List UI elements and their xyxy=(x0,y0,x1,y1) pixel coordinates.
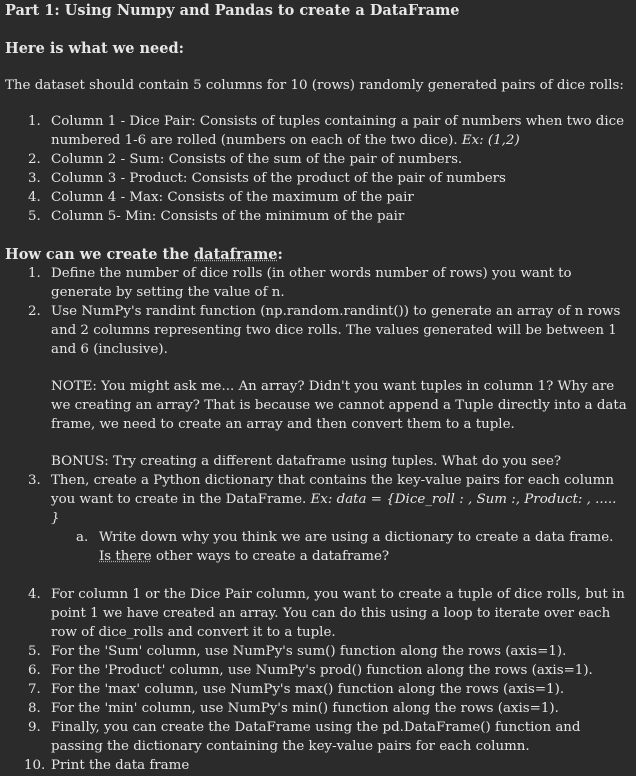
how-heading: How can we create the dataframe: xyxy=(5,246,283,263)
list-item: 2. Use NumPy's randint function (np.random.randint()) to generate an array of n rows and 2 columns representing two dice rolls. The values generated will be between 1 and 6 (inclusive). NOTE: You might ask me... An array? Didn't you want tuples in column 1? Why are we creating an array? That is because we cannot append a Tuple directly into a data frame, we need to create an array and then convert them to a tuple. BONUS: Try creating a different dataframe using tuples. What do you see? xyxy=(28,304,627,469)
list-item: 9. Finally, you can create the DataFrame using the pd.DataFrame() function and passing the dictionary containing the key-value pairs for each column. xyxy=(28,720,581,754)
list-item: 4. For column 1 or the Dice Pair column, you want to create a tuple of dice rolls, but in point 1 we have created an array. You can do this using a loop to iterate over each row of dice_rolls and convert it to a tuple. xyxy=(28,587,625,640)
list-item: 3. Column 3 - Product: Consists of the product of the pair of numbers xyxy=(28,171,506,186)
list-item: 6. For the 'Product' column, use NumPy's prod() function along the rows (axis=1). xyxy=(28,663,593,678)
list-item: 7. For the 'max' column, use NumPy's max() function along the rows (axis=1). xyxy=(28,682,565,697)
list-item: 3. Then, create a Python dictionary that contains the key-value pairs for each column you want to create in the DataFrame. Ex: data = {Dice_roll : , Sum :, Product: , ..... } a. Write down why you think we are using a dictionary to create a data frame. Is there other ways to create a dataframe? xyxy=(51,471,628,566)
note-text: NOTE: You might ask me... An array? Didn't you want tuples in column 1? Why are we creating an array? That is because we cannot append a Tuple directly into a data frame, we need to create an array and then convert them to a tuple. xyxy=(51,379,627,432)
list-item: 5. For the 'Sum' column, use NumPy's sum() function along the rows (axis=1). xyxy=(28,644,567,659)
list-item: 1. Define the number of dice rolls (in other words number of rows) you want to generate by setting the value of n. xyxy=(28,266,572,300)
part-title: Part 1: Using Numpy and Pandas to create a DataFrame xyxy=(5,2,460,19)
list-item: a. Write down why you think we are using a dictionary to create a data frame. Is there other ways to create a dataframe? xyxy=(76,530,614,564)
bonus-text: BONUS: Try creating a different dataframe using tuples. What do you see? xyxy=(51,454,562,469)
list-item: 4. Column 4 - Max: Consists of the maximum of the pair xyxy=(28,190,414,205)
list-item: 2. Column 2 - Sum: Consists of the sum of the pair of numbers. xyxy=(28,152,463,167)
sub-list xyxy=(51,528,628,566)
list-item: 8. For the 'min' column, use NumPy's min() function along the rows (axis=1). xyxy=(28,701,559,716)
intro-text: The dataset should contain 5 columns for 10 (rows) randomly generated pairs of dice rolls: xyxy=(5,78,624,93)
need-heading: Here is what we need: xyxy=(5,40,184,57)
list-item: 1. Column 1 - Dice Pair: Consists of tuples containing a pair of numbers when two dice numbered 1-6 are rolled (numbers on each of the two dice). Ex: (1,2) xyxy=(28,114,625,148)
columns-list xyxy=(5,112,628,226)
steps-list xyxy=(5,264,628,775)
list-item: 5. Column 5- Min: Consists of the minimum of the pair xyxy=(28,209,405,224)
list-item: 10. Print the data frame xyxy=(24,758,190,773)
